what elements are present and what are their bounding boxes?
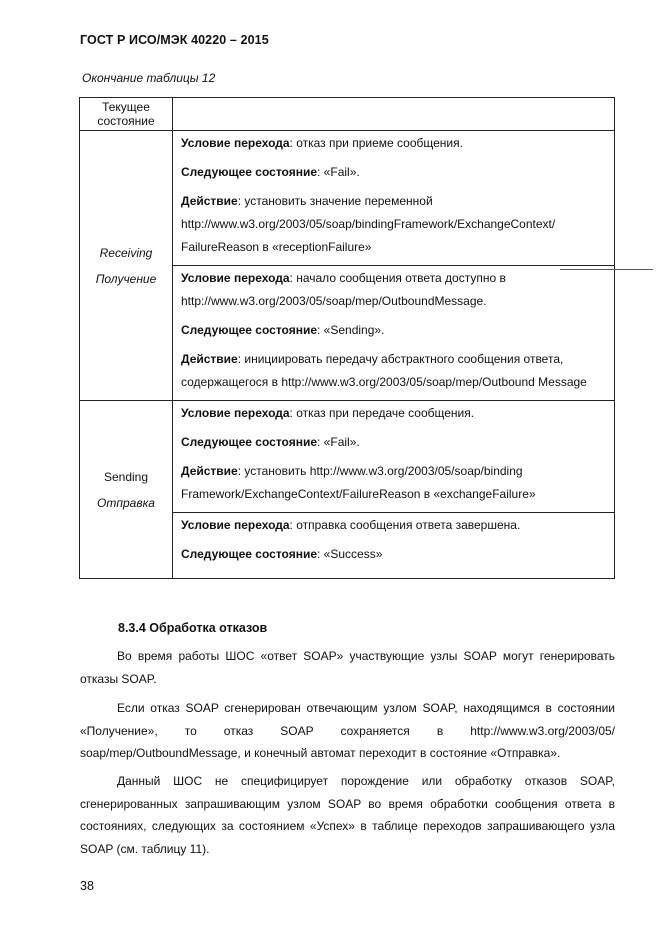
action-text: : установить значение переменной http://www.w3.org/2003/05/soap/bindingFramework/ExchangeContext/ FailureReason в «receptionFailure» xyxy=(181,194,556,254)
paragraph: Данный ШОС не специфицирует порождение или обработку отказов SOAP, сгенерированных запрашивающим узлом SOAP во время обработки сообщения ответа в состояниях, следующих за состоянием «Успех» в таблице переходов запрашивающего узла SOAP (см. таблицу 11). xyxy=(80,774,615,856)
next-state-label: Следующее состояние xyxy=(181,165,318,179)
next-state-text: : «Fail». xyxy=(317,165,360,179)
transitions-cell-sending xyxy=(173,401,615,579)
condition-label: Условие перехода xyxy=(181,271,290,285)
state-transition-table xyxy=(79,97,615,579)
next-state-label: Следующее состояние xyxy=(181,547,318,561)
table-header-row xyxy=(80,98,615,131)
transitions-cell-receiving xyxy=(173,131,615,401)
action-text: : установить http://www.w3.org/2003/05/soap/binding Framework/ExchangeContext/FailureReason в «exchangeFailure» xyxy=(181,464,536,501)
state-cell-receiving xyxy=(80,131,173,401)
transition-block xyxy=(173,401,614,512)
state-name-en: Sending xyxy=(103,469,149,484)
column-header-current-state: Текущее состояние xyxy=(80,98,173,131)
state-name-en: Receiving xyxy=(99,245,153,260)
next-state-text: : «Sending». xyxy=(317,323,385,337)
action-label: Действие xyxy=(181,352,238,366)
section-title: 8.3.4 Обработка отказов xyxy=(118,621,268,635)
transition-block xyxy=(173,512,614,578)
page-number: 38 xyxy=(80,879,94,893)
transition-block xyxy=(173,265,614,400)
state-cell-sending xyxy=(80,401,173,579)
condition-text: : отказ при приеме сообщения. xyxy=(289,136,463,150)
table-row-sending xyxy=(80,401,615,579)
action-label: Действие xyxy=(181,464,238,478)
document-header: ГОСТ Р ИСО/МЭК 40220 – 2015 xyxy=(80,33,269,47)
table-row-receiving xyxy=(80,131,615,401)
paragraph: Если отказ SOAP сгенерирован отвечающим узлом SOAP, находящимся в состоянии «Получение», то отказ SOAP сохраняется в http://www.w3.org/2003/05/ soap/mep/OutboundMessage, и конечный автомат переходит в состояние «Отправка». xyxy=(80,701,615,760)
next-state-label: Следующее состояние xyxy=(181,435,318,449)
next-state-text: : «Success» xyxy=(317,547,383,561)
paragraph: Во время работы ШОС «ответ SOAP» участвующие узлы SOAP могут генерировать отказы SOAP. xyxy=(80,649,615,686)
table-caption: Окончание таблицы 12 xyxy=(82,71,216,85)
next-state-label: Следующее состояние xyxy=(181,323,318,337)
condition-label: Условие перехода xyxy=(181,518,290,532)
transition-block xyxy=(173,131,614,265)
condition-label: Условие перехода xyxy=(181,406,290,420)
state-name-ru: Отправка xyxy=(97,495,155,510)
action-text: : инициировать передачу абстрактного сообщения ответа, содержащегося в http://www.w3.org/2003/05/soap/mep/Outbound Message xyxy=(181,352,587,389)
condition-text: : отправка сообщения ответа завершена. xyxy=(289,518,521,532)
condition-text: : отказ при передаче сообщения. xyxy=(289,406,475,420)
state-name-ru: Получение xyxy=(95,271,157,286)
column-header-empty xyxy=(173,98,615,131)
condition-label: Условие перехода xyxy=(181,136,290,150)
action-label: Действие xyxy=(181,194,238,208)
condition-text: : начало сообщения ответа доступно в http://www.w3.org/2003/05/soap/mep/OutboundMessage. xyxy=(181,271,506,308)
next-state-text: : «Fail». xyxy=(317,435,360,449)
divider-line xyxy=(560,269,653,270)
